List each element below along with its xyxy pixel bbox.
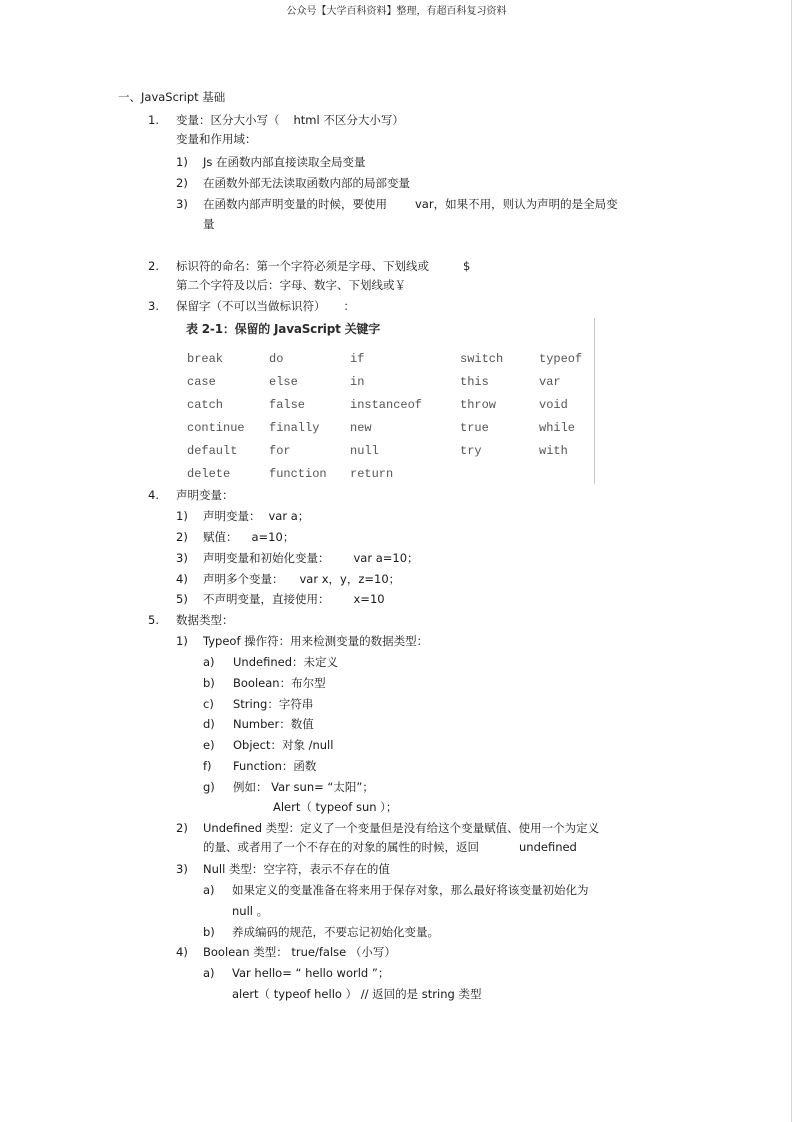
page-header: 公众号【大学百科资料】整理，有超百科复习资料 — [286, 6, 507, 17]
table-cell: continue — [187, 421, 245, 435]
list-item: String：字符串 — [233, 697, 314, 711]
code-fragment: a=10； — [251, 530, 295, 544]
table-right-border — [594, 318, 595, 484]
list-marker: e) — [203, 738, 215, 752]
item-number: 2. — [148, 259, 159, 273]
table-cell: try — [460, 444, 482, 458]
table-cell: function — [269, 467, 327, 481]
table-cell: while — [539, 421, 576, 435]
sub-text: 在函数外部无法读取函数内部的局部变量 — [203, 176, 410, 190]
list-marker: f) — [203, 759, 212, 773]
table-cell: else — [269, 375, 298, 389]
list-marker: c) — [203, 697, 214, 711]
sub-number: 1) — [176, 509, 188, 523]
sub-number: 4) — [176, 572, 188, 586]
list-item: 例如： Var sun= “太阳”； — [233, 780, 374, 794]
table-cell: for — [269, 444, 291, 458]
sub-text: 量 — [203, 217, 215, 231]
sub-text — [203, 196, 618, 212]
sub-text: Typeof 操作符：用来检测变量的数据类型： — [203, 634, 429, 648]
list-marker: a) — [203, 966, 215, 980]
list-marker: a) — [203, 655, 215, 669]
sub-number: 3) — [176, 551, 188, 565]
item-text: 变量和作用域： — [176, 132, 257, 146]
list-item: Undefined：未定义 — [233, 655, 338, 669]
item-text — [176, 112, 404, 128]
list-marker: b) — [203, 925, 215, 939]
list-item-continuation: alert（ typeof hello ） // 返回的是 string 类型 — [232, 987, 482, 1001]
list-item: Number：数值 — [233, 717, 314, 731]
text-fragment: 保留字（不可以当做标识符） — [176, 299, 326, 313]
code-fragment: var x，y，z=10； — [299, 572, 401, 586]
sub-number: 2) — [176, 530, 188, 544]
item-number: 5. — [148, 613, 159, 627]
code-fragment: var a； — [268, 509, 310, 523]
table-cell: break — [187, 352, 224, 366]
sub-number: 3) — [176, 862, 188, 876]
sub-text — [203, 839, 577, 855]
table-cell: typeof — [539, 352, 583, 366]
sub-text — [203, 591, 385, 607]
list-item-continuation: Alert（ typeof sun ）； — [273, 800, 398, 814]
section-heading — [118, 89, 225, 105]
text-fragment: $ — [463, 259, 471, 273]
sub-number: 1) — [176, 634, 188, 648]
keyword-table-image — [176, 318, 596, 484]
list-marker: g) — [203, 780, 215, 794]
sub-text: Js 在函数内部直接读取全局变量 — [203, 155, 366, 169]
item-text — [176, 298, 355, 314]
list-marker: a) — [203, 883, 215, 897]
sub-number: 4) — [176, 945, 188, 959]
item-number: 3. — [148, 299, 159, 313]
text-fragment: 变量：区分大小写（ — [176, 113, 280, 127]
text-fragment: 的量、或者用了一个不存在的对象的属性的时候，返回 — [203, 840, 479, 854]
code-fragment: x=10 — [353, 592, 385, 606]
item-text: 数据类型： — [176, 613, 234, 627]
sub-text — [203, 550, 419, 566]
table-cell: if — [350, 352, 365, 366]
text-fragment: 声明多个变量： — [203, 572, 284, 586]
list-item: 如果定义的变量准备在将来用于保存对象，那么最好将该变量初始化为 — [232, 883, 589, 897]
table-cell: case — [187, 375, 216, 389]
sub-number: 5) — [176, 592, 188, 606]
list-item: Function：函数 — [233, 759, 317, 773]
table-cell: void — [539, 398, 568, 412]
list-marker: b) — [203, 676, 215, 690]
sub-number: 3) — [176, 197, 188, 211]
section-marker: 一、 — [118, 90, 141, 104]
text-fragment: 声明变量和初始化变量： — [203, 551, 330, 565]
item-text: 第二个字符及以后：字母、数字、下划线或￥ — [176, 278, 406, 292]
table-cell: return — [350, 467, 394, 481]
text-fragment: 不声明变量，直接使用： — [203, 592, 330, 606]
item-text: 声明变量： — [176, 488, 234, 502]
table-cell: do — [269, 352, 284, 366]
text-fragment: var，如果不用，则认为声明的是全局变 — [415, 197, 618, 211]
table-cell: true — [460, 421, 489, 435]
list-marker: d) — [203, 717, 215, 731]
table-cell: false — [269, 398, 306, 412]
list-item: Boolean：布尔型 — [233, 676, 326, 690]
sub-number: 1) — [176, 155, 188, 169]
table-cell: null — [350, 444, 379, 458]
list-item: Var hello= “ hello world ”； — [232, 966, 390, 980]
table-cell: instanceof — [350, 398, 423, 412]
list-item: Object：对象 /null — [233, 738, 334, 752]
table-cell: var — [539, 375, 561, 389]
table-cell: delete — [187, 467, 231, 481]
sub-number: 2) — [176, 176, 188, 190]
text-fragment: undefined — [519, 840, 577, 854]
text-fragment: html 不区分大小写） — [293, 113, 404, 127]
table-cell: default — [187, 444, 238, 458]
sub-text: Undefined 类型：定义了一个变量但是没有给这个变量赋值、使用一个为定义 — [203, 821, 600, 835]
table-cell: this — [460, 375, 489, 389]
table-cell: new — [350, 421, 372, 435]
item-number: 1. — [148, 113, 159, 127]
sub-number: 2) — [176, 821, 188, 835]
keyword-table-title: 表 2-1：保留的 JavaScript 关键字 — [186, 322, 381, 336]
list-item: 养成编码的规范，不要忘记初始化变量。 — [232, 925, 439, 939]
item-number: 4. — [148, 488, 159, 502]
table-cell: finally — [269, 421, 320, 435]
list-item-continuation: null 。 — [232, 904, 269, 918]
section-title: JavaScript 基础 — [141, 90, 226, 104]
sub-text — [203, 571, 400, 587]
text-fragment: 赋值： — [203, 530, 238, 544]
table-cell: with — [539, 444, 568, 458]
page-edge — [791, 0, 792, 1122]
table-cell: in — [350, 375, 365, 389]
item-text — [176, 258, 470, 274]
text-fragment: 声明变量： — [203, 509, 261, 523]
table-cell: throw — [460, 398, 497, 412]
sub-text: Null 类型：空字符，表示不存在的值 — [203, 862, 390, 876]
code-fragment: var a=10； — [353, 551, 419, 565]
sub-text: Boolean 类型： true/false （小写） — [203, 945, 396, 959]
sub-text — [203, 508, 309, 524]
table-cell: catch — [187, 398, 224, 412]
text-fragment: ： — [343, 299, 355, 313]
text-fragment: 在函数内部声明变量的时候，要使用 — [203, 197, 387, 211]
table-cell: switch — [460, 352, 504, 366]
sub-text — [203, 529, 294, 545]
text-fragment: 标识符的命名：第一个字符必须是字母、下划线或 — [176, 259, 429, 273]
